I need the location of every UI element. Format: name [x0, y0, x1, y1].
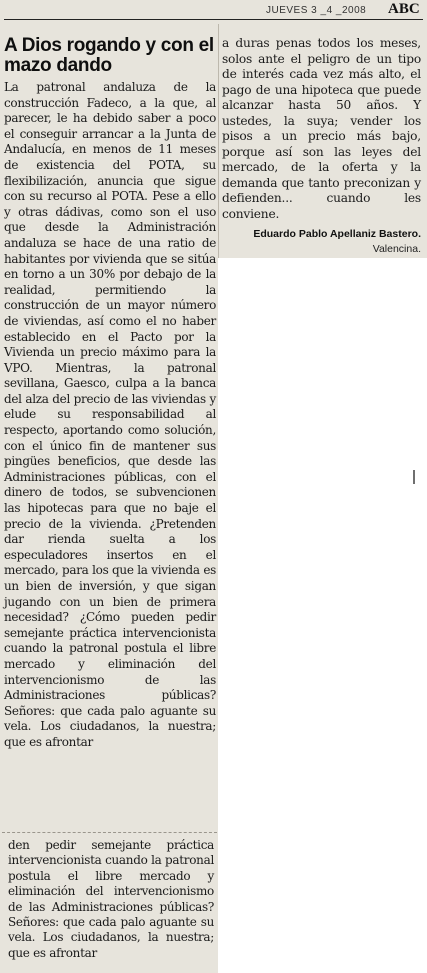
page-header — [0, 0, 427, 22]
article-body-repeat: den pedir semejante práctica intervencionista cuando la patronal postula el libre mercado y eliminación del intervencionismo de las Administraciones públicas? Señores: que cada palo aguante su vela. Los ciudadanos, la nuestra; que es afrontar — [8, 838, 214, 960]
issue-date: JUEVES 3 _4 _2008 — [266, 5, 367, 16]
header-rule — [4, 19, 423, 20]
newspaper-logo: ABC — [388, 1, 420, 17]
article-headline: A Dios rogando y con el mazo dando — [4, 35, 214, 76]
author-location: Valencina. — [372, 243, 421, 255]
article-body-right: a duras penas todos los meses, solos ante el peligro de un tipo de interés cada vez más alto, el pago de una hipoteca que puede alcanzar hasta 50 años. Y ustedes, la suya; vender los pisos a un precio más bajo, porque así son las leyes del mercado, de la oferta y la demanda que tanto preconizan y defienden... cuando les conviene. — [222, 36, 421, 221]
scan-mark — [413, 470, 415, 484]
duplicated-text-block — [8, 838, 214, 961]
article-column-left — [4, 36, 216, 751]
author-signature: Eduardo Pablo Apellaniz Bastero. — [253, 228, 421, 240]
article-body-left: La patronal andaluza de la construcción Fadeco, a la que, al parecer, le ha debido saber a poco el conseguir arrancar a la Junta de Andalucía, en menos de 11 meses de existencia del POTA, su flexibilización, anuncia que sigue con su recurso al POTA. Pese a ello y otras dádivas, como son el uso que desde la Administración andaluza se hace de una ratio de habitantes por vivienda que se sitúa en torno a un 30% por debajo de la realidad, permitiendo la construcción de un mayor número de viviendas, así como el no haber establecido en el Pacto por la Vivienda un precio máximo para la VPO. Mientras, la patronal sevillana, Gaesco, culpa a la banca del alza del precio de las viviendas y elude su responsabilidad al respecto, aportando como solución, con el único fin de mantener sus pingües beneficios, que desde las Administraciones públicas, con el dinero de todos, se subvencionen las hipotecas para que no baje el precio de la vivienda. ¿Pretenden dar rienda suelta a los especuladores insertos en el mercado, para los que la vivienda es un bien de inversión, y que sigan jugando con un bien de primera necesidad? ¿Cómo pueden pedir semejante práctica intervencionista cuando la patronal postula el libre mercado y eliminación del intervencionismo de las Administraciones públicas? Señores: que cada palo aguante su vela. Los ciudadanos, la nuestra; que es afrontar — [4, 80, 216, 749]
column-divider — [218, 24, 219, 258]
blank-paper-area — [218, 258, 427, 973]
article-column-right — [222, 36, 421, 255]
clipping-cut-line — [2, 832, 217, 833]
